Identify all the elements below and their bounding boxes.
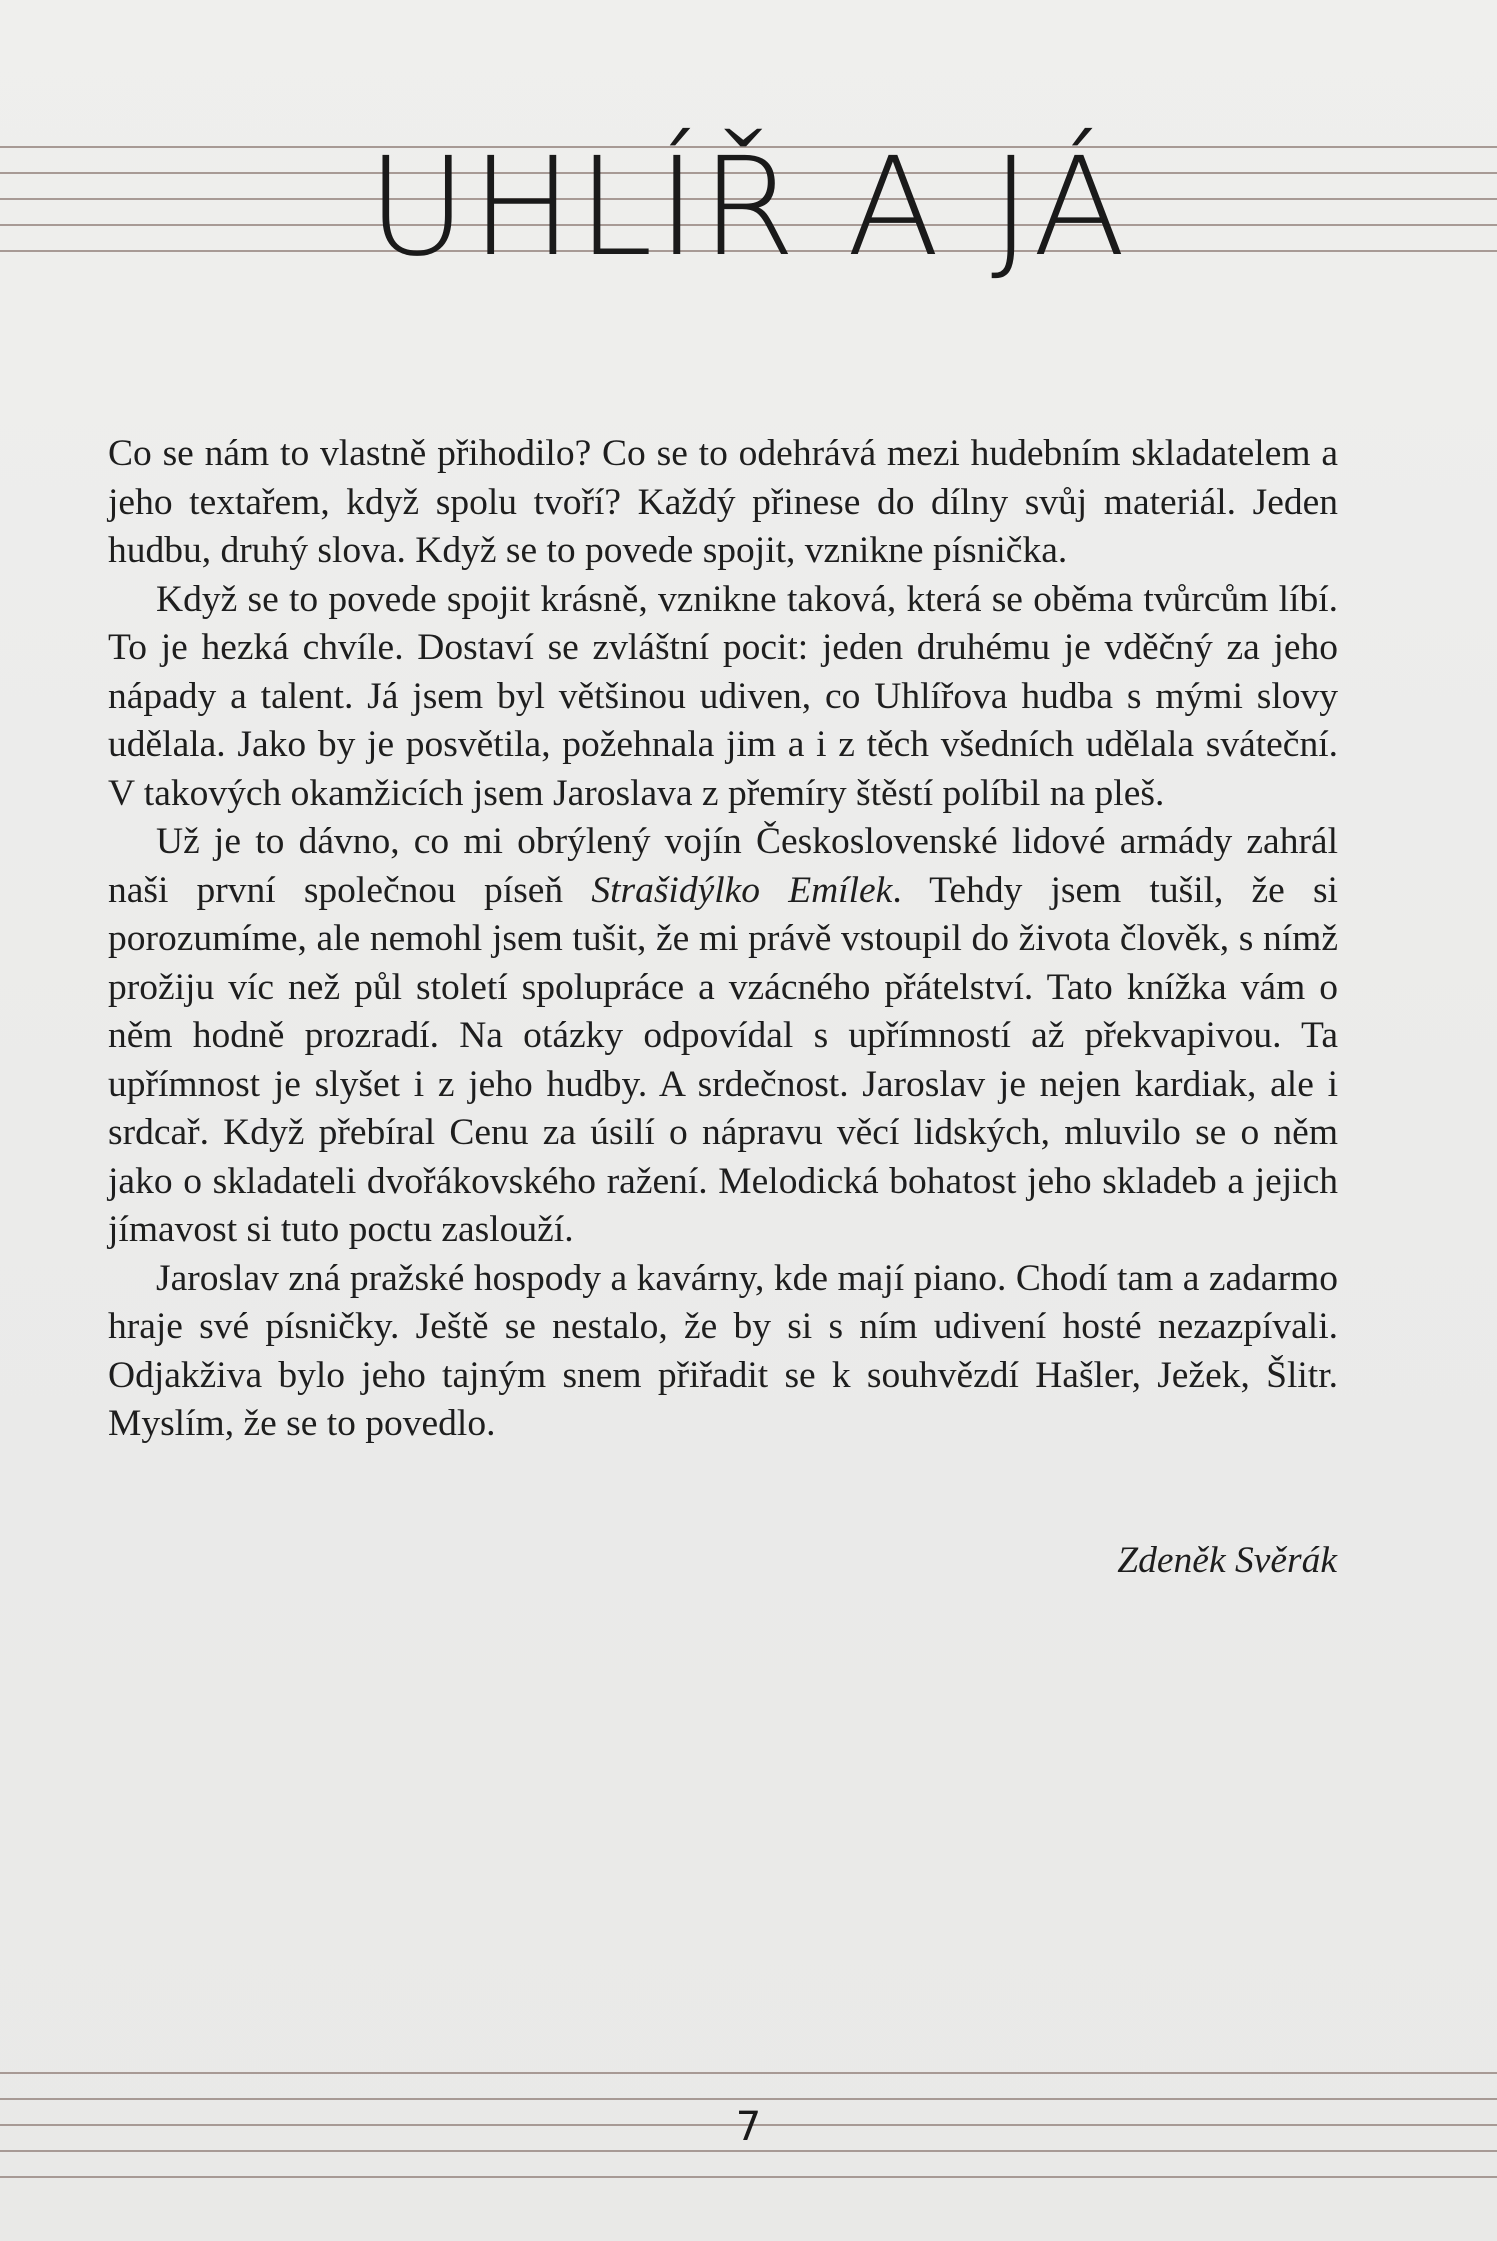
paragraph-4: Jaroslav zná pražské hospody a kavárny, kde mají piano. Chodí tam a zadarmo hraje své písničky. Ještě se nestalo, že by si s ním udivení hosté nezazpívali. Odjakživa bylo jeho tajným snem přiřadit se k souhvězdí Hašler, Ježek, Šlitr. Myslím, že se to povedlo. — [108, 1257, 1338, 1444]
page-title-text: UHLÍŘ A JÁ — [367, 129, 1130, 287]
paragraph-2: Když se to povede spojit krásně, vznikne taková, která se oběma tvůrcům líbí. To je hezká chvíle. Dostaví se zvláštní pocit: jeden druhému je vděčný za jeho nápady a talent. Já jsem byl většinou udiven, co Uhlířova hudba s mými slovy udělala. Jako by je posvětila, požehnala jim a i z těch všedních udělala sváteční. V takových okamžicích jsem Jaroslava z přemíry štěstí políbil na pleš. — [108, 578, 1338, 814]
paragraph-3-start: Už je to dávno, co mi obrýlený vojín Československé lidové armády zahrál naši první společnou píseň — [108, 821, 1338, 911]
article-body — [108, 430, 1338, 1449]
paragraph-3 — [108, 818, 1338, 1255]
song-title: Strašidýlko Emílek — [591, 869, 893, 911]
page-number: 7 — [735, 2104, 762, 2150]
paragraph-1: Co se nám to vlastně přihodilo? Co se to odehrává mezi hudebním skladatelem a jeho textařem, když spolu tvoří? Každý přinese do dílny svůj materiál. Jeden hudbu, druhý slova. Když se to povede spojit, vznikne písnička. — [108, 433, 1338, 571]
staff-line — [0, 2176, 1497, 2178]
author-signature: Zdeněk Svěrák — [1117, 1540, 1337, 1581]
page-title — [0, 129, 1497, 287]
staff-line — [0, 2072, 1497, 2074]
staff-line — [0, 2098, 1497, 2100]
paragraph-3-end: . Tehdy jsem tušil, že si porozumíme, ale nemohl jsem tušit, že mi právě vstoupil do života člověk, s nímž prožiju víc než půl století spolupráce a vzácného přátelství. Tato knížka vám o něm hodně prozradí. Na otázky odpovídal s upřímností až překvapivou. Ta upřímnost je slyšet i z jeho hudby. A srdečnost. Jaroslav je nejen kardiak, ale i srdcař. Když přebíral Cenu za úsilí o nápravu věcí lidských, mluvilo se o něm jako o skladateli dvořákovského ražení. Melodická bohatost jeho skladeb a jejich jímavost si tuto poctu zaslouží. — [108, 869, 1338, 1250]
